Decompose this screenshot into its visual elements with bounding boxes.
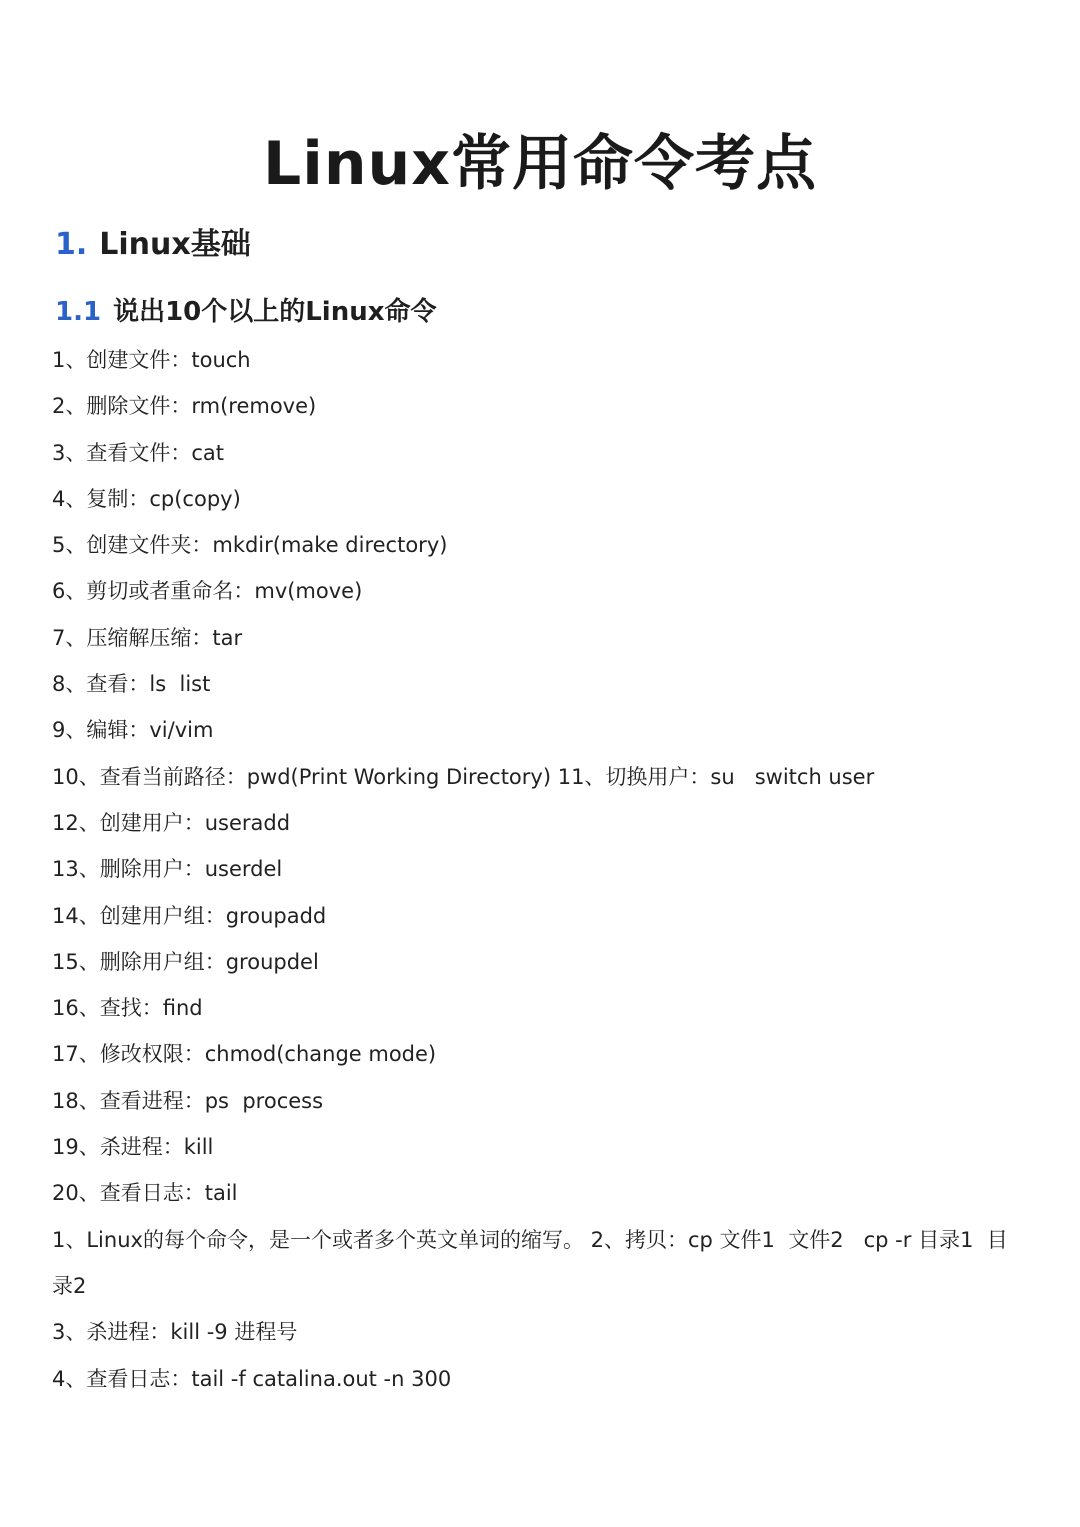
command-line: 20、查看日志：tail: [52, 1181, 238, 1206]
note-line: 1、Linux的每个命令，是一个或者多个英文单词的缩写。 2、拷贝：cp 文件1 文件2 cp -r 目录1 目录2: [52, 1227, 1008, 1298]
command-line: 5、创建文件夹：mkdir(make directory): [52, 533, 448, 558]
document-title: Linux常用命令考点: [263, 129, 817, 199]
subsection-number: 1.1: [55, 297, 102, 327]
section-title: Linux基础: [99, 227, 251, 262]
command-line: 1、创建文件：touch: [52, 348, 251, 372]
command-line: 14、创建用户组：groupadd: [52, 903, 327, 928]
command-line: 12、创建用户：useradd: [52, 810, 291, 835]
command-line: 16、查找：find: [52, 996, 203, 1021]
command-line: 2、删除文件：rm(remove): [52, 394, 317, 419]
command-line: 7、压缩解压缩：tar: [52, 625, 243, 650]
subsection-title: 说出10个以上的Linux命令: [113, 297, 437, 327]
command-line: 19、杀进程：kill: [52, 1135, 214, 1160]
command-line: 17、修改权限：chmod(change mode): [52, 1042, 437, 1067]
subsection-heading: [55, 292, 437, 332]
note-line: 4、查看日志：tail -f catalina.out -n 300: [52, 1366, 452, 1391]
section-heading: [55, 222, 251, 268]
command-line: 9、编辑：vi/vim: [52, 718, 214, 743]
command-line: 3、查看文件：cat: [52, 440, 225, 465]
command-line: 18、查看进程：ps process: [52, 1088, 324, 1113]
command-list: [52, 337, 1022, 1402]
section-number: 1.: [55, 227, 88, 262]
command-line: 13、删除用户：userdel: [52, 857, 283, 882]
note-line: 3、杀进程：kill -9 进程号: [52, 1320, 298, 1345]
command-line: 6、剪切或者重命名：mv(move): [52, 579, 363, 604]
command-line: 15、删除用户组：groupdel: [52, 949, 319, 974]
command-line: 10、查看当前路径：pwd(Print Working Directory) 11、切换用户：su switch user: [52, 764, 875, 789]
command-line: 4、复制：cp(copy): [52, 486, 241, 511]
command-line: 8、查看：ls list: [52, 672, 211, 697]
